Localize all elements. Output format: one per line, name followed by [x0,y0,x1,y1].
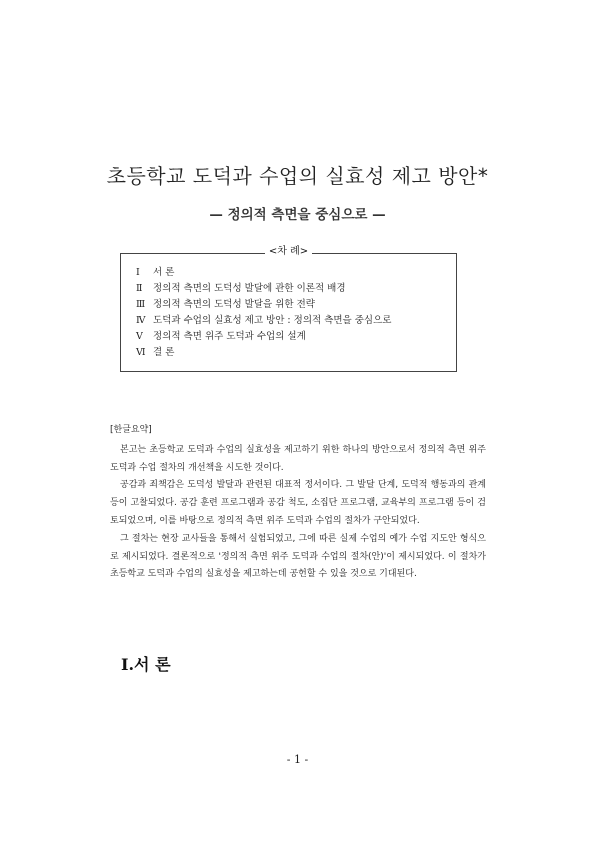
toc-label: 도덕과 수업의 실효성 제고 방안 : 정의적 측면을 중심으로 [153,315,392,326]
toc-numeral: Ⅲ [136,299,146,310]
toc-numeral: Ⅱ [136,283,143,294]
toc-numeral: Ⅰ [136,267,140,278]
toc-label: 정의적 측면의 도덕성 발달에 관한 이론적 배경 [153,283,346,294]
abstract-paragraph: 본고는 초등학교 도덕과 수업의 실효성을 제고하기 위한 하나의 방안으로서 정의적 측면 위주 도덕과 수업 절차의 개선책을 시도한 것이다. [110,444,486,473]
abstract-heading: [한글요약] [110,425,152,435]
toc-heading-text: <차 례> [265,246,312,257]
toc-item [136,281,391,297]
toc-label: 정의적 측면의 도덕성 발달을 위한 전략 [153,299,315,310]
toc-list [136,265,391,361]
toc-numeral: Ⅵ [136,347,146,358]
toc-label: 결 론 [153,347,175,358]
section-heading-introduction: Ⅰ.서 론 [121,655,171,674]
abstract-paragraph: 그 절차는 현장 교사들을 통해서 실험되었고, 그에 따른 실제 수업의 예가 수업 지도안 형식으로 제시되었다. 결론적으로 '정의적 측면 위주 도덕과 수업의 절차(안)'이 제시되었다. 이 절차가 초등학교 도덕과 수업의 실효성을 제고하는데 공헌할 수 있을 것으로 기대된다. [110,533,486,580]
page-number: - 1 - [286,753,309,766]
abstract-paragraph: 공감과 죄책감은 도덕성 발달과 관련된 대표적 정서이다. 그 발달 단계, 도덕적 행동과의 관계 등이 고찰되었다. 공감 훈련 프로그램과 공감 척도, 소집단 프로그램, 교육부의 프로그램 등이 검토되었으며, 이를 바탕으로 정의적 측면 위주 도덕과 수업의 절차가 구안되었다. [110,480,486,526]
toc-heading [120,246,457,258]
toc-label: 서 론 [153,267,175,278]
toc-item [136,297,391,313]
toc-label: 정의적 측면 위주 도덕과 수업의 설계 [153,331,306,342]
toc-item [136,329,391,345]
paper-subtitle: — 정의적 측면을 중심으로 — [209,207,386,223]
toc-item [136,265,391,281]
paper-title: 초등학교 도덕과 수업의 실효성 제고 방안* [106,164,489,188]
toc-item [136,313,391,329]
toc-numeral: Ⅴ [136,331,143,342]
korean-abstract [110,422,486,584]
toc-numeral: Ⅳ [136,315,146,326]
toc-item [136,345,391,361]
